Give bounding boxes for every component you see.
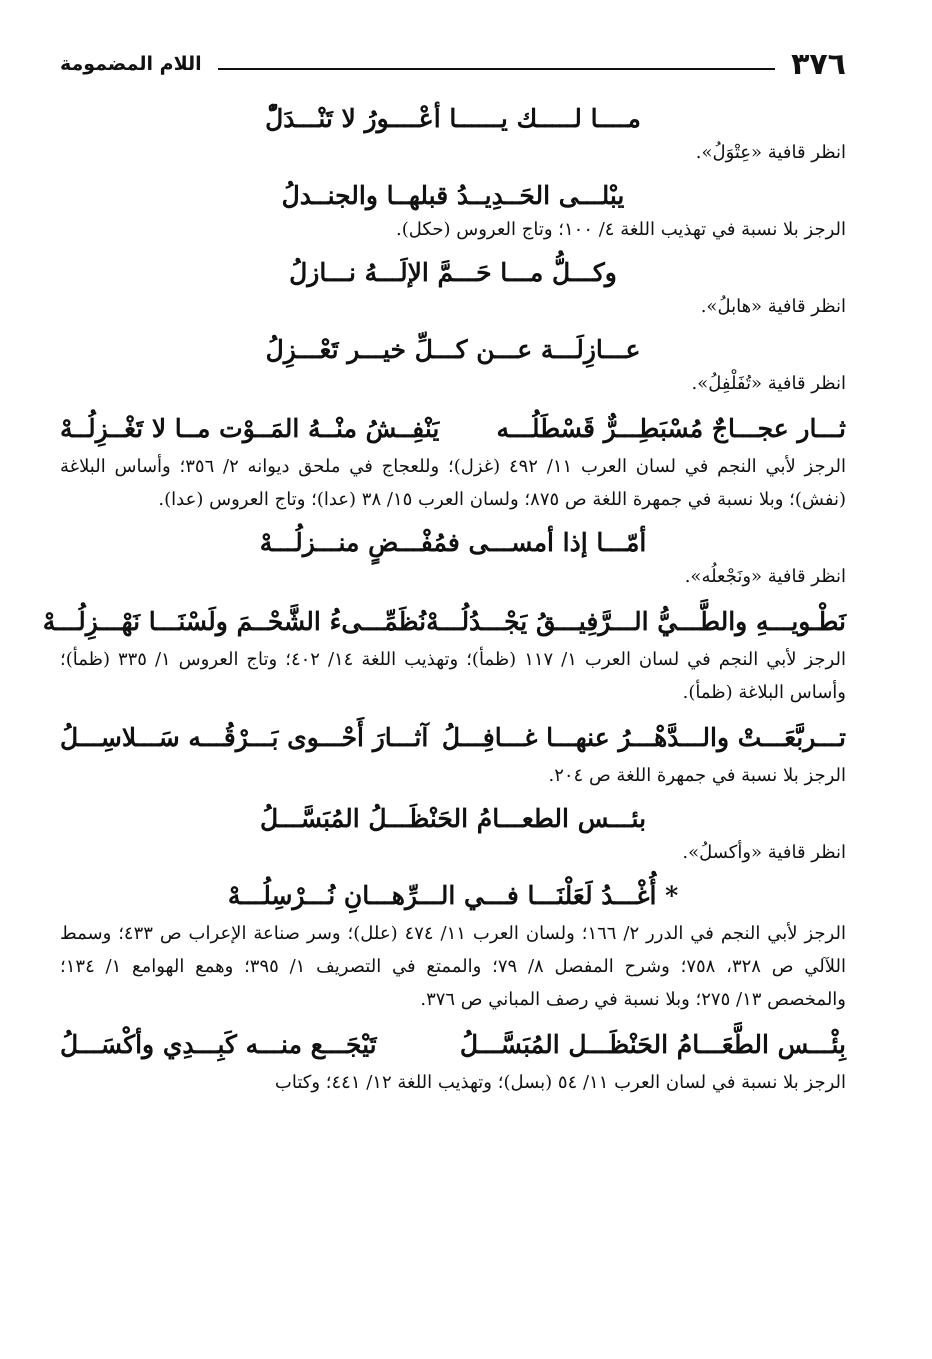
verse-note: الرجز بلا نسبة في جمهرة اللغة ص ٢٠٤. (548, 765, 846, 786)
header-rule (218, 68, 775, 70)
verse-first-hemistich: بِئْـــس الطَّعَـــامُ الحَنْظَـــل المُبَسَّـــلُ (459, 1030, 846, 1059)
verse-line (60, 717, 846, 759)
verse-line: أمّـــا إذا أمســـى فمُفْـــضٍ منـــزلُـــهْ (259, 528, 647, 557)
verse-second-hemistich: نُظَمِّـــىءُ الشَّحْــمَ ولَسْنَـــا نَهْـــزِلُـــهْ (42, 607, 427, 636)
section-title: اللام المضمومة (60, 53, 202, 75)
verse-line: يبْلـــى الحَــدِيــدُ قبلهــا والجنــدلُ (281, 181, 625, 210)
verse-note: الرجز لأبي النجم في لسان العرب ١/ ١١٧ (ظمأ)؛ وتهذيب اللغة ١٤/ ٤٠٢؛ وتاج العروس ١/ ٣٣٥ (ظمأ)؛ وأساس البلاغة (ظمأ). (60, 649, 846, 703)
verse-note: الرجز لأبي النجم في الدرر ٢/ ١٦٦؛ ولسان العرب ١١/ ٤٧٤ (علل)؛ وسر صناعة الإعراب ص ٤٣٣؛ وسمط اللآلي ص ٣٢٨، ٧٥٨؛ وشرح المفصل ٨/ ٧٩؛ والممتع في التصريف ١/ ٣٩٥؛ وهمع الهوامع ١/ ١٣٤؛ والمخصص ١٣/ ٢٧٥؛ وبلا نسبة في رصف المباني ص ٣٧٦. (60, 923, 846, 1010)
verse-note: انظر قافية «وأكسلُ». (682, 842, 846, 863)
verse-first-hemistich: نَطْـويـــهِ والطَّـــيُّ الـــرَّفِيـــقُ يَجْـــدُلُـــهْ (426, 607, 846, 636)
verse-line: بئـــس الطعـــامُ الحَنْظَـــلُ المُبَسَّـــلُ (259, 804, 647, 833)
verse-second-hemistich: يَنْفِــشُ منْــهُ المَــوْت مــا لا تَغْــزِلُــهْ (60, 414, 440, 443)
verse-line: عـــازِلَـــة عـــن كـــلِّ خيـــر تَعْـــزِلُ (265, 335, 641, 364)
verse-second-hemistich: تَيْجَـــع منـــه كَبِـــدِي وأكْسَـــلُ (60, 1030, 377, 1059)
page-number: ٣٧٦ (791, 46, 846, 82)
verse-second-hemistich: آثـــارَ أَحْـــوى بَـــرْقُـــه سَـــلاسِـــلُ (60, 723, 429, 752)
verse-line (60, 1024, 846, 1066)
verse-note: الرجز بلا نسبة في لسان العرب ١١/ ٥٤ (بسل)؛ وتهذيب اللغة ١٢/ ٤٤١؛ وكتاب (274, 1072, 846, 1093)
verse-note: انظر قافية «هابلُ». (700, 296, 846, 317)
verse-line: وكـــلُّ مـــا حَـــمَّ الإلَـــهُ نـــازلُ (289, 258, 617, 287)
verse-first-hemistich: تـــربَّعَـــتْ والـــدَّهْـــرُ عنهـــا غـــافِـــلُ (441, 723, 846, 752)
verse-note: الرجز لأبي النجم في لسان العرب ١١/ ٤٩٢ (غزل)؛ وللعجاج في ملحق ديوانه ٢/ ٣٥٦؛ وأساس البلاغة (نفش)؛ وبلا نسبة في جمهرة اللغة ص ٨٧٥؛ ولسان العرب ١٥/ ٣٨ (عدا)؛ وتاج العروس (عدا). (60, 456, 846, 510)
verse-note: انظر قافية «ونَجْعلُه». (684, 566, 846, 587)
verse-note: انظر قافية «عِتْوَلُ». (695, 142, 846, 163)
page-header (60, 44, 846, 84)
verse-note: انظر قافية «تُفَلْفِلُ». (691, 373, 846, 394)
verse-first-hemistich: ثـــار عجـــاجٌ مُسْبَطِـــرٌّ قَسْطَلُـــه (496, 414, 846, 443)
verse-line (42, 601, 846, 643)
verse-line (60, 408, 846, 450)
verse-line: * أُغْـــدُ لَعَلْنَـــا فـــي الـــرِّهـــانِ نُـــرْسِلُـــهْ (227, 881, 679, 910)
verse-note: الرجز بلا نسبة في تهذيب اللغة ٤/ ١٠٠؛ وتاج العروس (حكل). (396, 219, 846, 240)
verse-line: مــــا لـــــك يــــــا أعْــــورُ لا تَنْـــدَلّْ (265, 104, 641, 133)
page-body (42, 92, 846, 1099)
